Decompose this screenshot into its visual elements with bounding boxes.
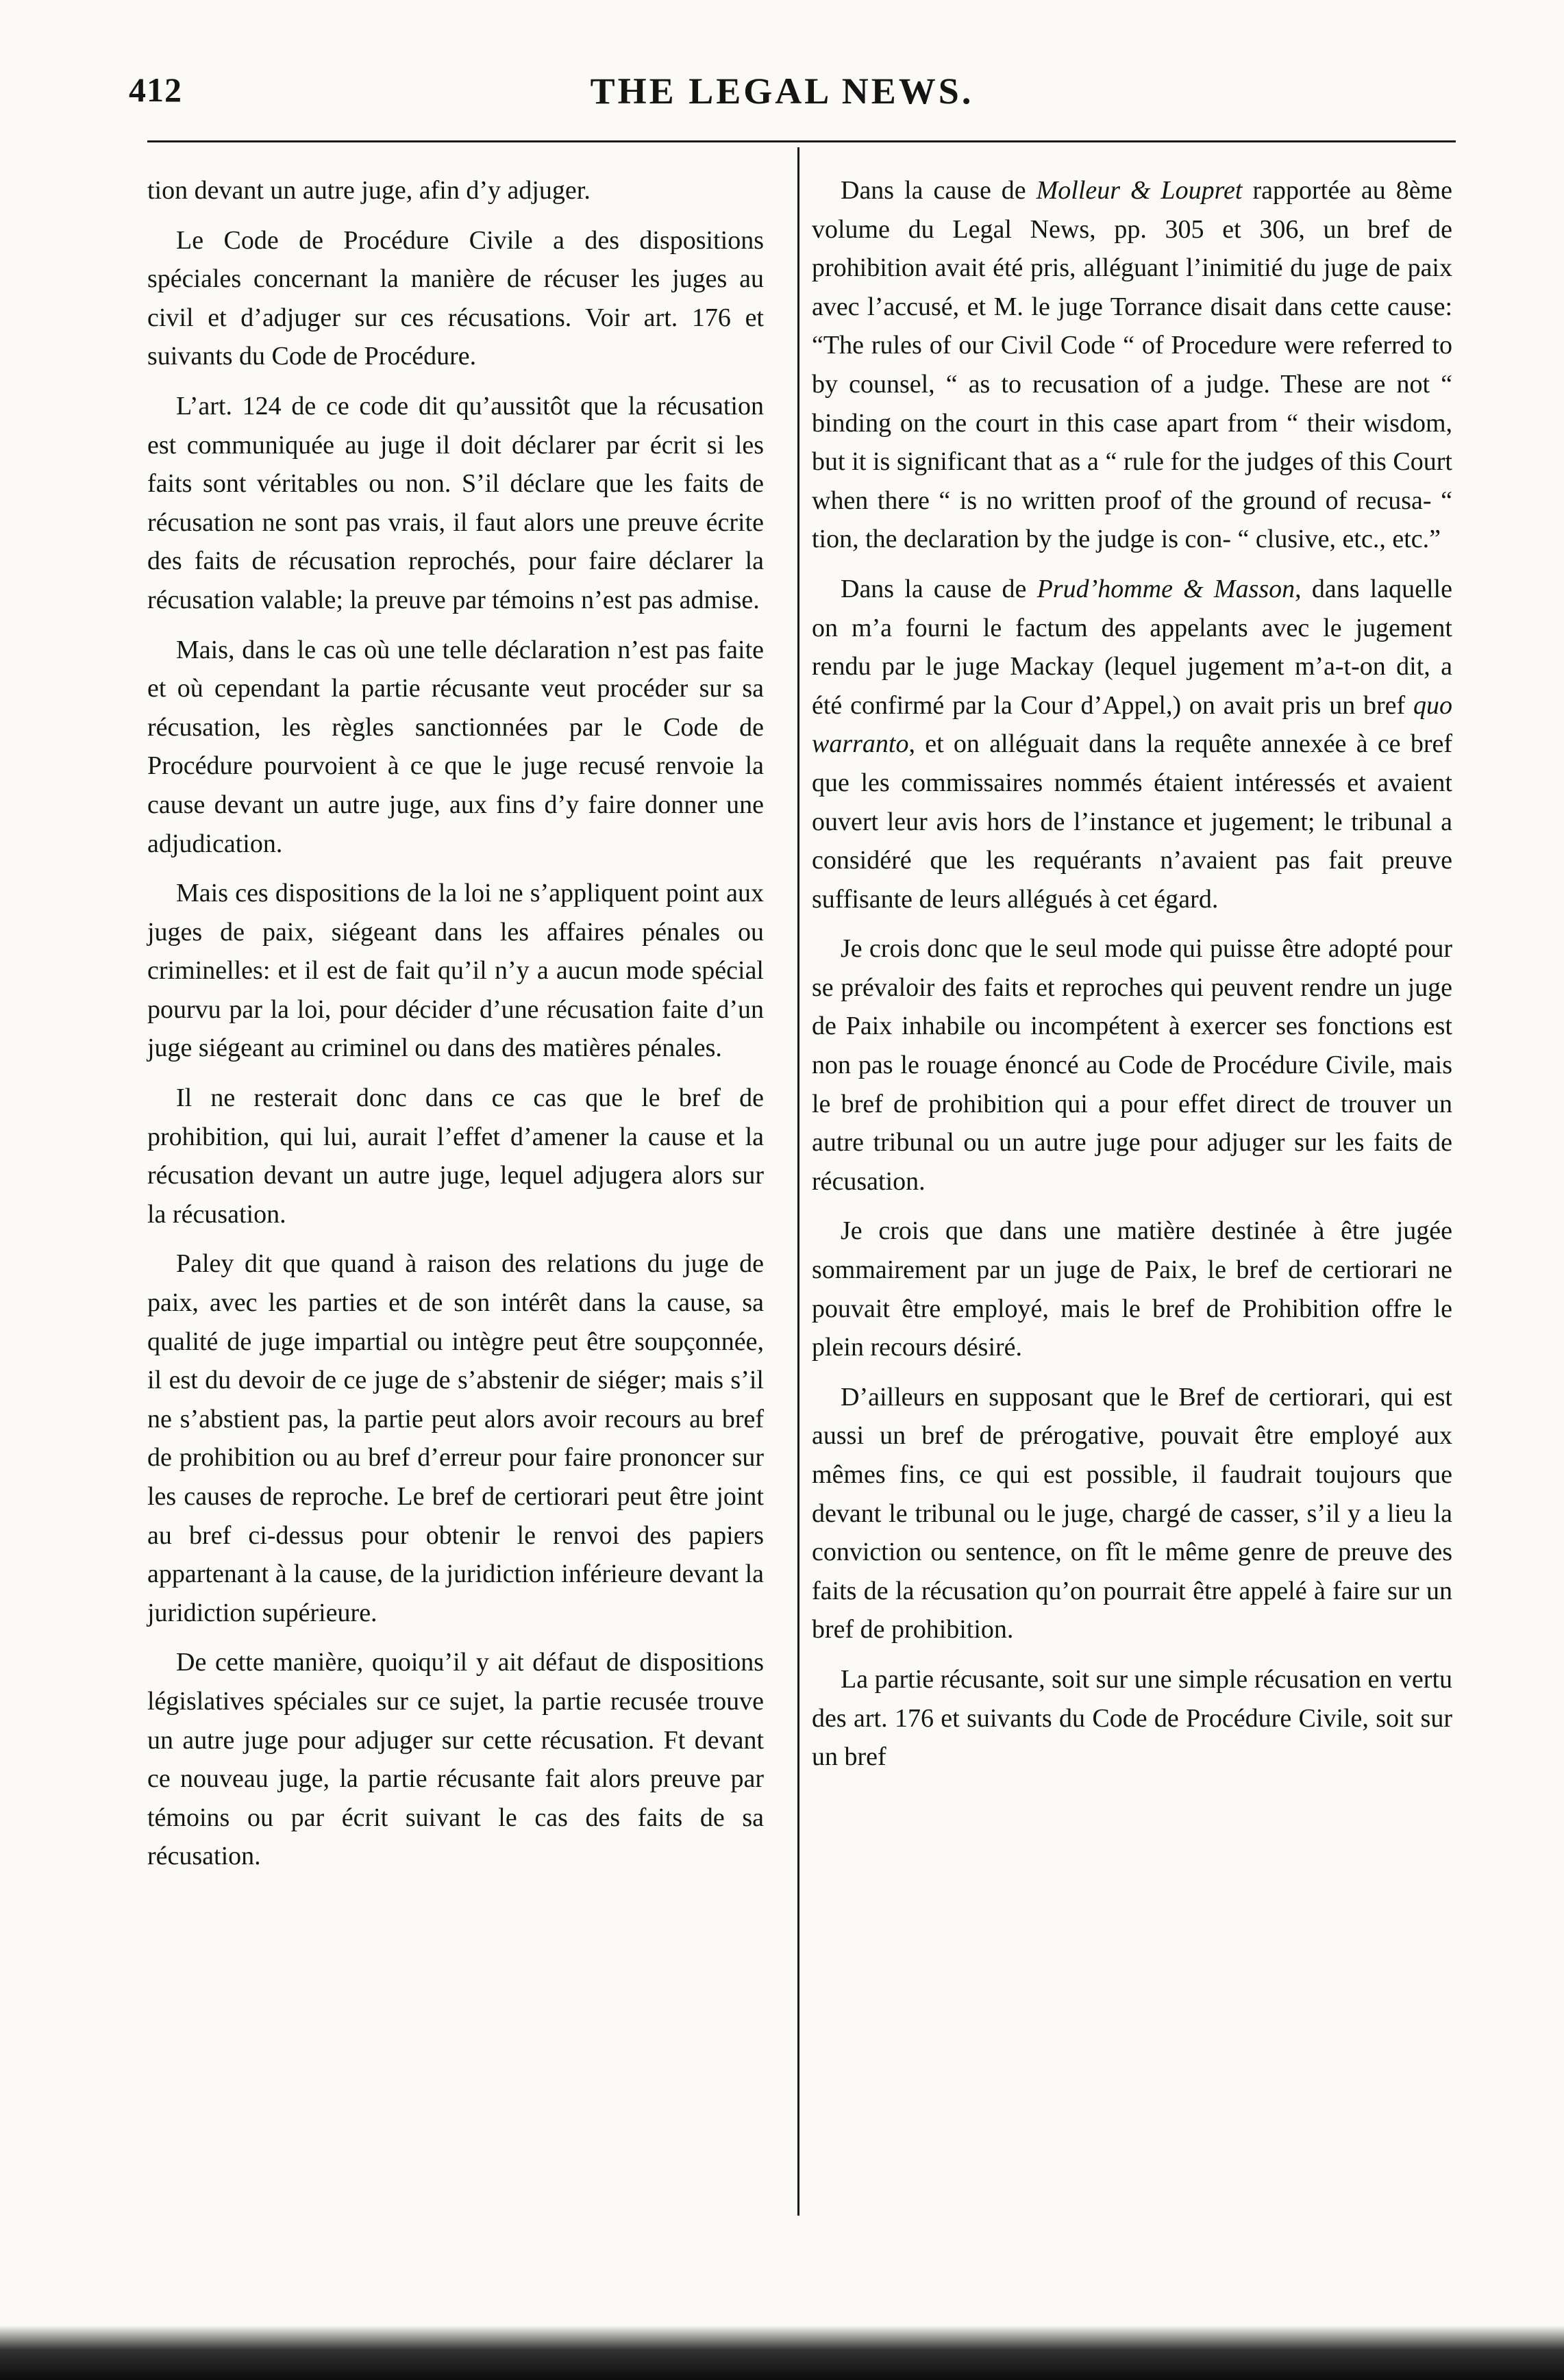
paragraph: De cette manière, quoiqu’il y ait défaut de dispositions législatives spéciales sur ce sujet, la partie recusée trouve un autre juge pour adjuger sur cette récusation. Ft devant ce nouveau juge, la partie récusante fait alors preuve par témoins ou par écrit suivant le cas des faits de sa récusation. (147, 1648, 764, 1871)
page-edge-shadow (0, 2325, 1564, 2380)
paragraph: Je crois que dans une matière destinée à être jugée sommairement par un juge de Paix, le bref de certiorari ne pouvait être employé, mais le bref de Prohibition offre le plein recours désiré. (812, 1216, 1452, 1362)
text-run: rapportée au 8ème volume du Legal News, pp. 305 et 306, un bref de prohibition avait été pris, alléguant l’inimitié du juge de paix avec l’accusé, et M. le juge Torrance disait dans cette cause: “The rules of our Civil Code “ of Procedure were referred to by counsel, “ as to recusation of a judge. These are not “ binding on the court in this case apart from “ their wisdom, but it is significant that as a “ rule for the judges of this Court when there “ is no written proof of the ground of recusa- “ tion, the declaration by the judge is con- “ clusive, etc., etc.” (812, 176, 1453, 554)
text-run: , et on alléguait dans la requête annexée à ce bref que les commissaires nommés étaient intéressés et avaient ouvert leur avis hors de l’instance et jugement; le tribunal a considéré que les requérants n’avaient pas fait preuve suffisante de leurs allégués à cet égard. (812, 729, 1452, 914)
page-number: 412 (129, 71, 182, 109)
paragraph: Le Code de Procédure Civile a des dispositions spéciales concernant la manière de récuser les juges au civil et d’adjuger sur ces récusations. Voir art. 176 et suivants du Code de Procédure. (147, 225, 764, 371)
header-rule (147, 140, 1456, 142)
column-divider (797, 147, 799, 2216)
paragraph: Il ne resterait donc dans ce cas que le bref de prohibition, qui lui, aurait l’effet d’amener la cause et la récusation devant un autre juge, lequel adjugera alors sur la récusation. (147, 1083, 764, 1229)
paragraph: Mais, dans le cas où une telle déclaration n’est pas faite et où cependant la partie récusante veut procéder sur sa récusation, les règles sanctionnées par le Code de Procédure pourvoient à ce que le juge recusé renvoie la cause devant un autre juge, aux fins d’y faire donner une adjudication. (147, 635, 764, 858)
paragraph: L’art. 124 de ce code dit qu’aussitôt que la récusation est communiquée au juge il doit déclarer par écrit si les faits sont véritables ou non. S’il déclare que les faits de récusation ne sont pas vrais, il faut alors une preuve écrite des faits de récusation reprochés, pour faire déclarer la récusation valable; la preuve par témoins n’est pas admise. (147, 391, 764, 614)
paragraph (812, 171, 1452, 559)
text-run: Dans la cause de (841, 176, 1037, 205)
paragraph: tion devant un autre juge, afin d’y adjuger. (147, 176, 591, 205)
running-head: THE LEGAL NEWS. (590, 71, 974, 112)
writ-name: quo warranto (812, 690, 1452, 759)
paragraph: Je crois donc que le seul mode qui puisse être adopté pour se prévaloir des faits et reproches qui peuvent rendre un juge de Paix inhabile ou incompétent à exercer ses fonctions est non pas le rouage énoncé au Code de Procédure Civile, mais le bref de prohibition qui a pour effet direct de trouver un autre tribunal ou un autre juge pour adjuger sur les faits de récusation. (812, 934, 1452, 1196)
text-run: , dans laquelle on m’a fourni le factum des appelants avec le jugement rendu par le juge Mackay (lequel jugement m’a-t-on dit, a été confirmé par la Cour d’Appel,) on avait pris un bref (812, 574, 1452, 720)
paragraph: La partie récusante, soit sur une simple récusation en vertu des art. 176 et suivants du Code de Procédure Civile, soit sur un bref (812, 1664, 1452, 1772)
case-name: Prud’homme & Masson (1037, 574, 1295, 603)
paragraph: Paley dit que quand à raison des relations du juge de paix, avec les parties et de son intérêt dans la cause, sa qualité de juge impartial ou intègre peut être soupçonnée, il est du devoir de ce juge de s’abstenir de siéger; mais s’il ne s’abstient pas, la partie peut alors avoir recours au bref de prohibition ou au bref d’erreur pour faire prononcer sur les causes de reproche. Le bref de certiorari peut être joint au bref ci-dessus pour obtenir le renvoi des papiers appartenant à la cause, de la juridiction inférieure devant la juridiction supérieure. (147, 1249, 764, 1627)
paragraph: Mais ces dispositions de la loi ne s’appliquent point aux juges de paix, siégeant dans les affaires pénales ou criminelles: et il est de fait qu’il n’y a aucun mode spécial pourvu par la loi, pour décider d’une récusation faite d’un juge siégeant au criminel ou dans des matières pénales. (147, 879, 764, 1063)
left-column (147, 171, 764, 1887)
right-column (812, 171, 1452, 1788)
paragraph: D’ailleurs en supposant que le Bref de certiorari, qui est aussi un bref de prérogative, pouvait être employé aux mêmes fins, ce qui est possible, il faudrait toujours que devant le tribunal ou le juge, chargé de casser, s’il y a lieu la conviction ou sentence, on fît le même genre de preuve des faits de la récusation qu’on pourrait être appelé à faire sur un bref de prohibition. (812, 1382, 1452, 1644)
case-name: Molleur & Loupret (1036, 176, 1243, 205)
text-run: Dans la cause de (841, 574, 1037, 603)
paragraph (812, 570, 1452, 918)
